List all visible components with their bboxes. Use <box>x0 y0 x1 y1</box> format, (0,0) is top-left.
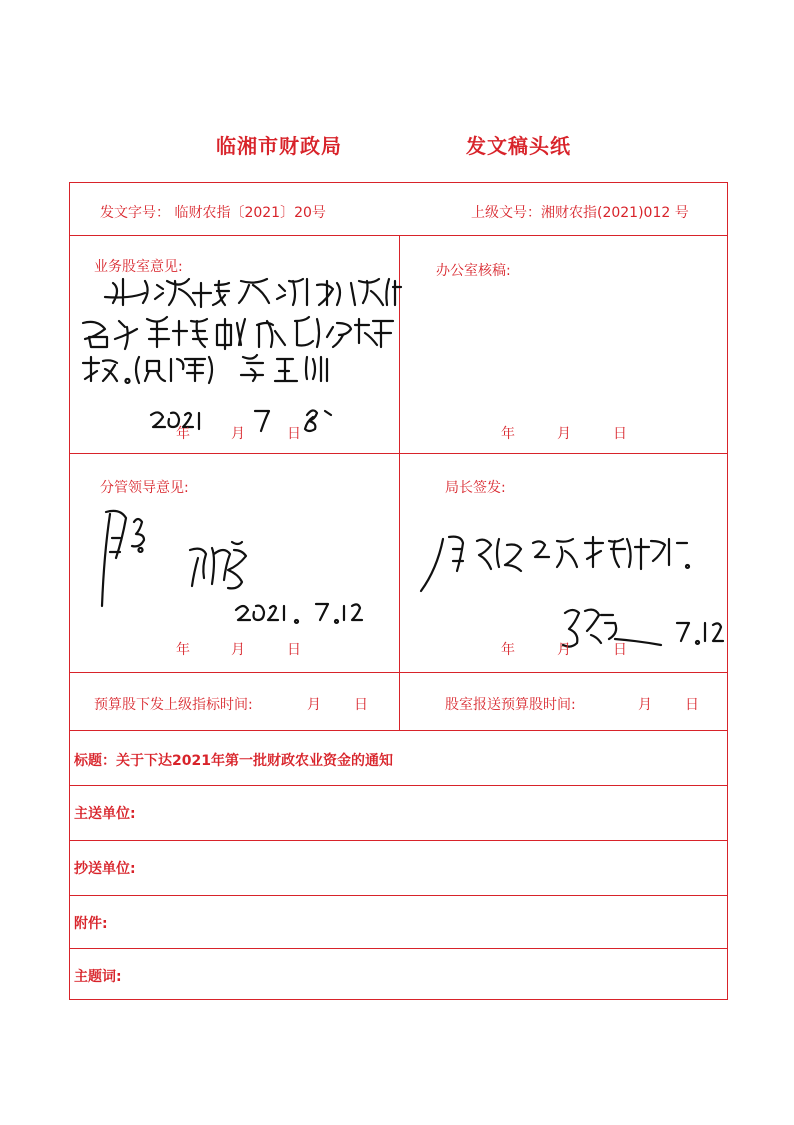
leader-opinion-handwriting <box>90 498 390 628</box>
dept-submit-time-label: 股室报送预算股时间: <box>445 697 576 713</box>
document-form: 发文字号： 临财农指〔2021〕20号 上级文号：湘财农指(2021)012 号 业务股室意见: 年 月 日 办公室核稿: 年 月 日 分管领导意见: 年 月 日 局长签发: 年 月 日 预算股下发上级指标时间: 月 日 股室报送预算股时间: 月 日 标题：关于下达2021年第一批财政农业资金的通知 主送单位: 抄送单位: 附件: 主题词: <box>69 182 728 1000</box>
header-agency: 临湘市财政局 <box>216 134 342 158</box>
rule <box>70 895 727 896</box>
budget-issue-day: 日 <box>354 697 368 713</box>
budget-issue-month: 月 <box>307 697 321 713</box>
attachment-field: 附件: <box>74 916 108 932</box>
dept-submit-month: 月 <box>638 697 652 713</box>
office-review-label: 办公室核稿: <box>436 263 511 279</box>
budget-issue-time-label: 预算股下发上级指标时间: <box>94 697 253 713</box>
doc-number: 发文字号： 临财农指〔2021〕20号 <box>100 205 326 221</box>
title-field: 标题：关于下达2021年第一批财政农业资金的通知 <box>74 753 393 769</box>
rule <box>70 730 727 731</box>
cc-recipient-field: 抄送单位: <box>74 861 136 877</box>
main-recipient-field: 主送单位: <box>74 806 136 822</box>
director-sign-handwriting <box>415 523 730 673</box>
rule <box>70 948 727 949</box>
dept-submit-day: 日 <box>685 697 699 713</box>
leader-opinion-label: 分管领导意见: <box>100 480 189 496</box>
rule <box>70 785 727 786</box>
rule <box>70 840 727 841</box>
parent-doc-number: 上级文号：湘财农指(2021)012 号 <box>471 205 689 221</box>
director-sign-label: 局长签发: <box>445 480 506 496</box>
business-opinion-label: 业务股室意见: <box>94 259 183 275</box>
header-doc-type: 发文稿头纸 <box>466 134 571 158</box>
subject-words-field: 主题词: <box>74 969 122 985</box>
